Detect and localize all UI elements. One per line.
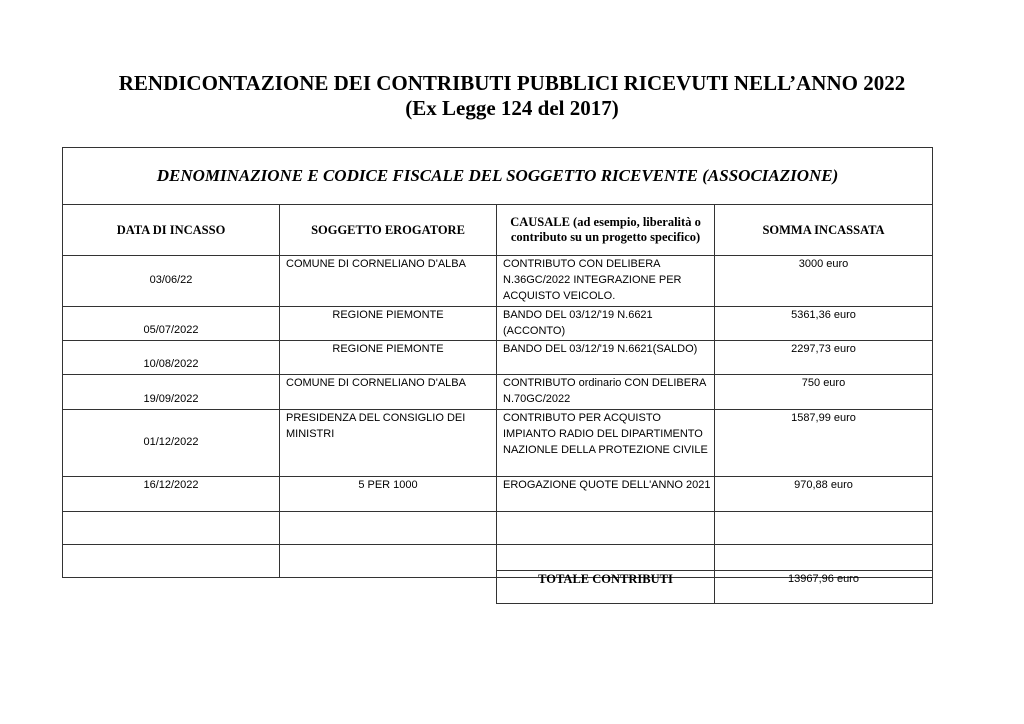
causale-cell: BANDO DEL 03/12/'19 N.6621(SALDO): [497, 341, 715, 375]
header-entity: SOGGETTO EROGATORE: [280, 205, 497, 256]
entity-cell: COMUNE DI CORNELIANO D'ALBA: [280, 375, 497, 410]
empty-cell: [715, 512, 933, 545]
causale-cell: BANDO DEL 03/12/'19 N.6621 (ACCONTO): [497, 307, 715, 341]
causale-cell: CONTRIBUTO PER ACQUISTO IMPIANTO RADIO DEL DIPARTIMENTO NAZIONLE DELLA PROTEZIONE CIVILE: [497, 410, 715, 477]
entity-cell: COMUNE DI CORNELIANO D'ALBA: [280, 256, 497, 307]
table-row: [63, 410, 933, 477]
table-row: [63, 477, 933, 512]
causale-cell: EROGAZIONE QUOTE DELL'ANNO 2021: [497, 477, 715, 512]
amount-cell: 2297,73 euro: [715, 341, 933, 375]
empty-cell: [63, 512, 280, 545]
empty-cell: [280, 512, 497, 545]
empty-cell: [497, 512, 715, 545]
table-row: [63, 341, 933, 375]
total-value: 13967,96 euro: [715, 571, 933, 604]
amount-cell: 3000 euro: [715, 256, 933, 307]
empty-table-row: [63, 512, 933, 545]
causale-cell: CONTRIBUTO ordinario CON DELIBERA N.70GC/2022: [497, 375, 715, 410]
total-table: [496, 570, 933, 604]
empty-cell: [280, 545, 497, 578]
table-row: [63, 256, 933, 307]
date-cell: 16/12/2022: [63, 477, 280, 512]
entity-cell: REGIONE PIEMONTE: [280, 307, 497, 341]
total-row: [497, 571, 933, 604]
table-row: [63, 375, 933, 410]
header-date: DATA DI INCASSO: [63, 205, 280, 256]
header-causale: CAUSALE (ad esempio, liberalità o contributo su un progetto specifico): [497, 205, 715, 256]
date-cell: 01/12/2022: [63, 410, 280, 477]
amount-cell: 970,88 euro: [715, 477, 933, 512]
header-row: [63, 205, 933, 256]
entity-cell: PRESIDENZA DEL CONSIGLIO DEI MINISTRI: [280, 410, 497, 477]
date-cell: 10/08/2022: [63, 341, 280, 375]
amount-cell: 750 euro: [715, 375, 933, 410]
document-subtitle: (Ex Legge 124 del 2017): [405, 96, 619, 120]
entity-cell: REGIONE PIEMONTE: [280, 341, 497, 375]
total-label: TOTALE CONTRIBUTI: [497, 571, 715, 604]
contributions-table: [62, 147, 933, 578]
table-row: [63, 307, 933, 341]
causale-cell: CONTRIBUTO CON DELIBERA N.36GC/2022 INTEGRAZIONE PER ACQUISTO VEICOLO.: [497, 256, 715, 307]
date-cell: 19/09/2022: [63, 375, 280, 410]
amount-cell: 1587,99 euro: [715, 410, 933, 477]
empty-cell: [63, 545, 280, 578]
date-cell: 03/06/22: [63, 256, 280, 307]
header-amount: SOMMA INCASSATA: [715, 205, 933, 256]
document-title: RENDICONTAZIONE DEI CONTRIBUTI PUBBLICI RICEVUTI NELL’ANNO 2022: [118, 71, 906, 95]
recipient-row: [63, 148, 933, 205]
recipient-label: DENOMINAZIONE E CODICE FISCALE DEL SOGGETTO RICEVENTE (ASSOCIAZIONE): [63, 148, 933, 205]
amount-cell: 5361,36 euro: [715, 307, 933, 341]
entity-cell: 5 PER 1000: [280, 477, 497, 512]
date-cell: 05/07/2022: [63, 307, 280, 341]
